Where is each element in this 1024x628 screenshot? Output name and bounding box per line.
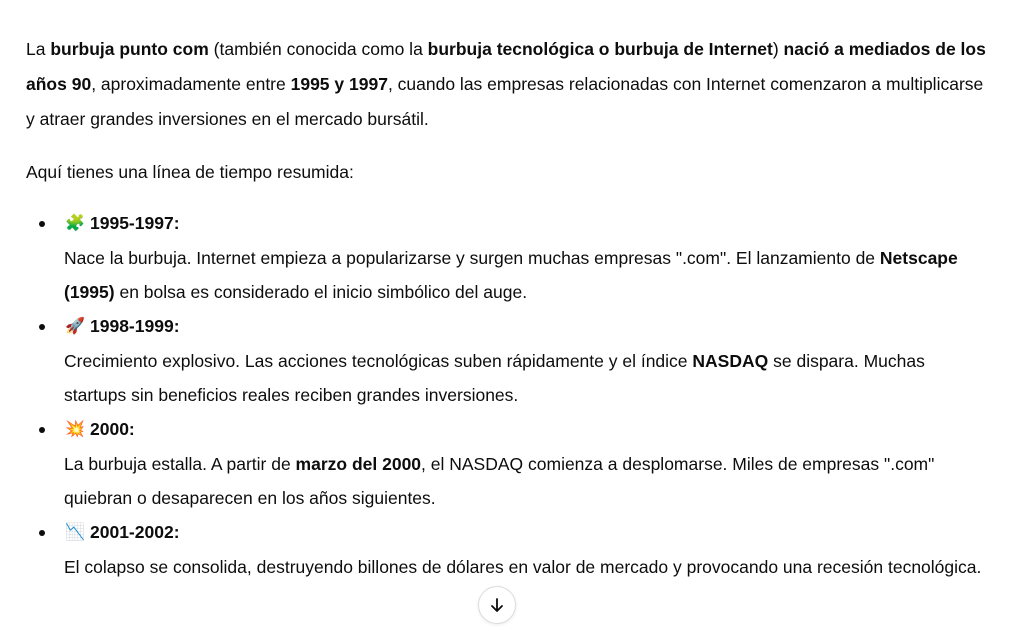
- bullet-dot: [39, 324, 45, 330]
- intro-text: , aproximadamente entre: [91, 74, 291, 94]
- timeline-item-body: [64, 447, 986, 515]
- body-text: El colapso se consolida, destruyendo billones de dólares en valor de mercado y provocando una recesión tecnológica.: [64, 557, 982, 577]
- timeline-item-title: 1998-1999:: [90, 316, 180, 336]
- body-text: se dispara. Muchas startups sin beneficios reales reciben grandes inversiones.: [64, 351, 925, 405]
- intro-bold: 1995 y 1997: [290, 74, 388, 94]
- rocket-icon: 🚀: [65, 317, 85, 335]
- timeline-item-title: 2000:: [90, 419, 135, 439]
- timeline-item: [26, 515, 986, 584]
- body-bold: marzo del 2000: [295, 454, 422, 474]
- timeline-item-header: [64, 515, 986, 550]
- chart-decreasing-icon: 📉: [65, 523, 85, 541]
- timeline-item: [26, 206, 986, 309]
- timeline-item: [26, 309, 986, 412]
- intro-bold: burbuja tecnológica o burbuja de Internet: [427, 39, 773, 59]
- timeline-item-header: [64, 412, 986, 447]
- bullet-dot: [39, 530, 45, 536]
- timeline-item-header: [64, 309, 986, 344]
- body-bold: NASDAQ: [692, 351, 769, 371]
- arrow-down-icon: [488, 596, 506, 614]
- lead-text: Aquí tienes una línea de tiempo resumida:: [26, 162, 354, 182]
- body-text: Crecimiento explosivo. Las acciones tecnológicas suben rápidamente y el índice: [64, 351, 693, 371]
- intro-text: , cuando las empresas relacionadas con Internet comenzaron a multiplicarse y atraer grandes inversiones en el mercado bursátil.: [26, 74, 984, 129]
- intro-bold: burbuja punto com: [50, 39, 209, 59]
- timeline-item-title: 1995-1997:: [90, 213, 180, 233]
- explosion-icon: 💥: [65, 420, 85, 438]
- bullet-dot: [39, 221, 45, 227]
- intro-bold: nació a mediados de los años 90: [26, 39, 986, 94]
- scroll-to-bottom-button[interactable]: [478, 586, 516, 624]
- timeline-item-body: [64, 241, 986, 309]
- intro-paragraph: [26, 32, 986, 137]
- body-text: Nace la burbuja. Internet empieza a popularizarse y surgen muchas empresas ".com". El lanzamiento de: [64, 248, 880, 268]
- body-text: La burbuja estalla. A partir de: [64, 454, 296, 474]
- intro-text: (también conocida como la: [208, 39, 428, 59]
- timeline-item-title: 2001-2002:: [90, 522, 180, 542]
- timeline-item-body: [64, 344, 986, 412]
- puzzle-icon: 🧩: [65, 214, 85, 232]
- assistant-message: [26, 32, 986, 584]
- intro-text: ): [772, 39, 784, 59]
- bullet-dot: [39, 427, 45, 433]
- timeline-list: [26, 206, 986, 584]
- body-bold: Netscape (1995): [64, 248, 958, 302]
- body-text: en bolsa es considerado el inicio simbólico del auge.: [114, 282, 528, 302]
- intro-text: La: [26, 39, 51, 59]
- timeline-item-header: [64, 206, 986, 241]
- body-text: , el NASDAQ comienza a desplomarse. Miles de empresas ".com" quiebran o desaparecen en los años siguientes.: [64, 454, 935, 508]
- timeline-item: [26, 412, 986, 515]
- timeline-item-body: [64, 550, 986, 584]
